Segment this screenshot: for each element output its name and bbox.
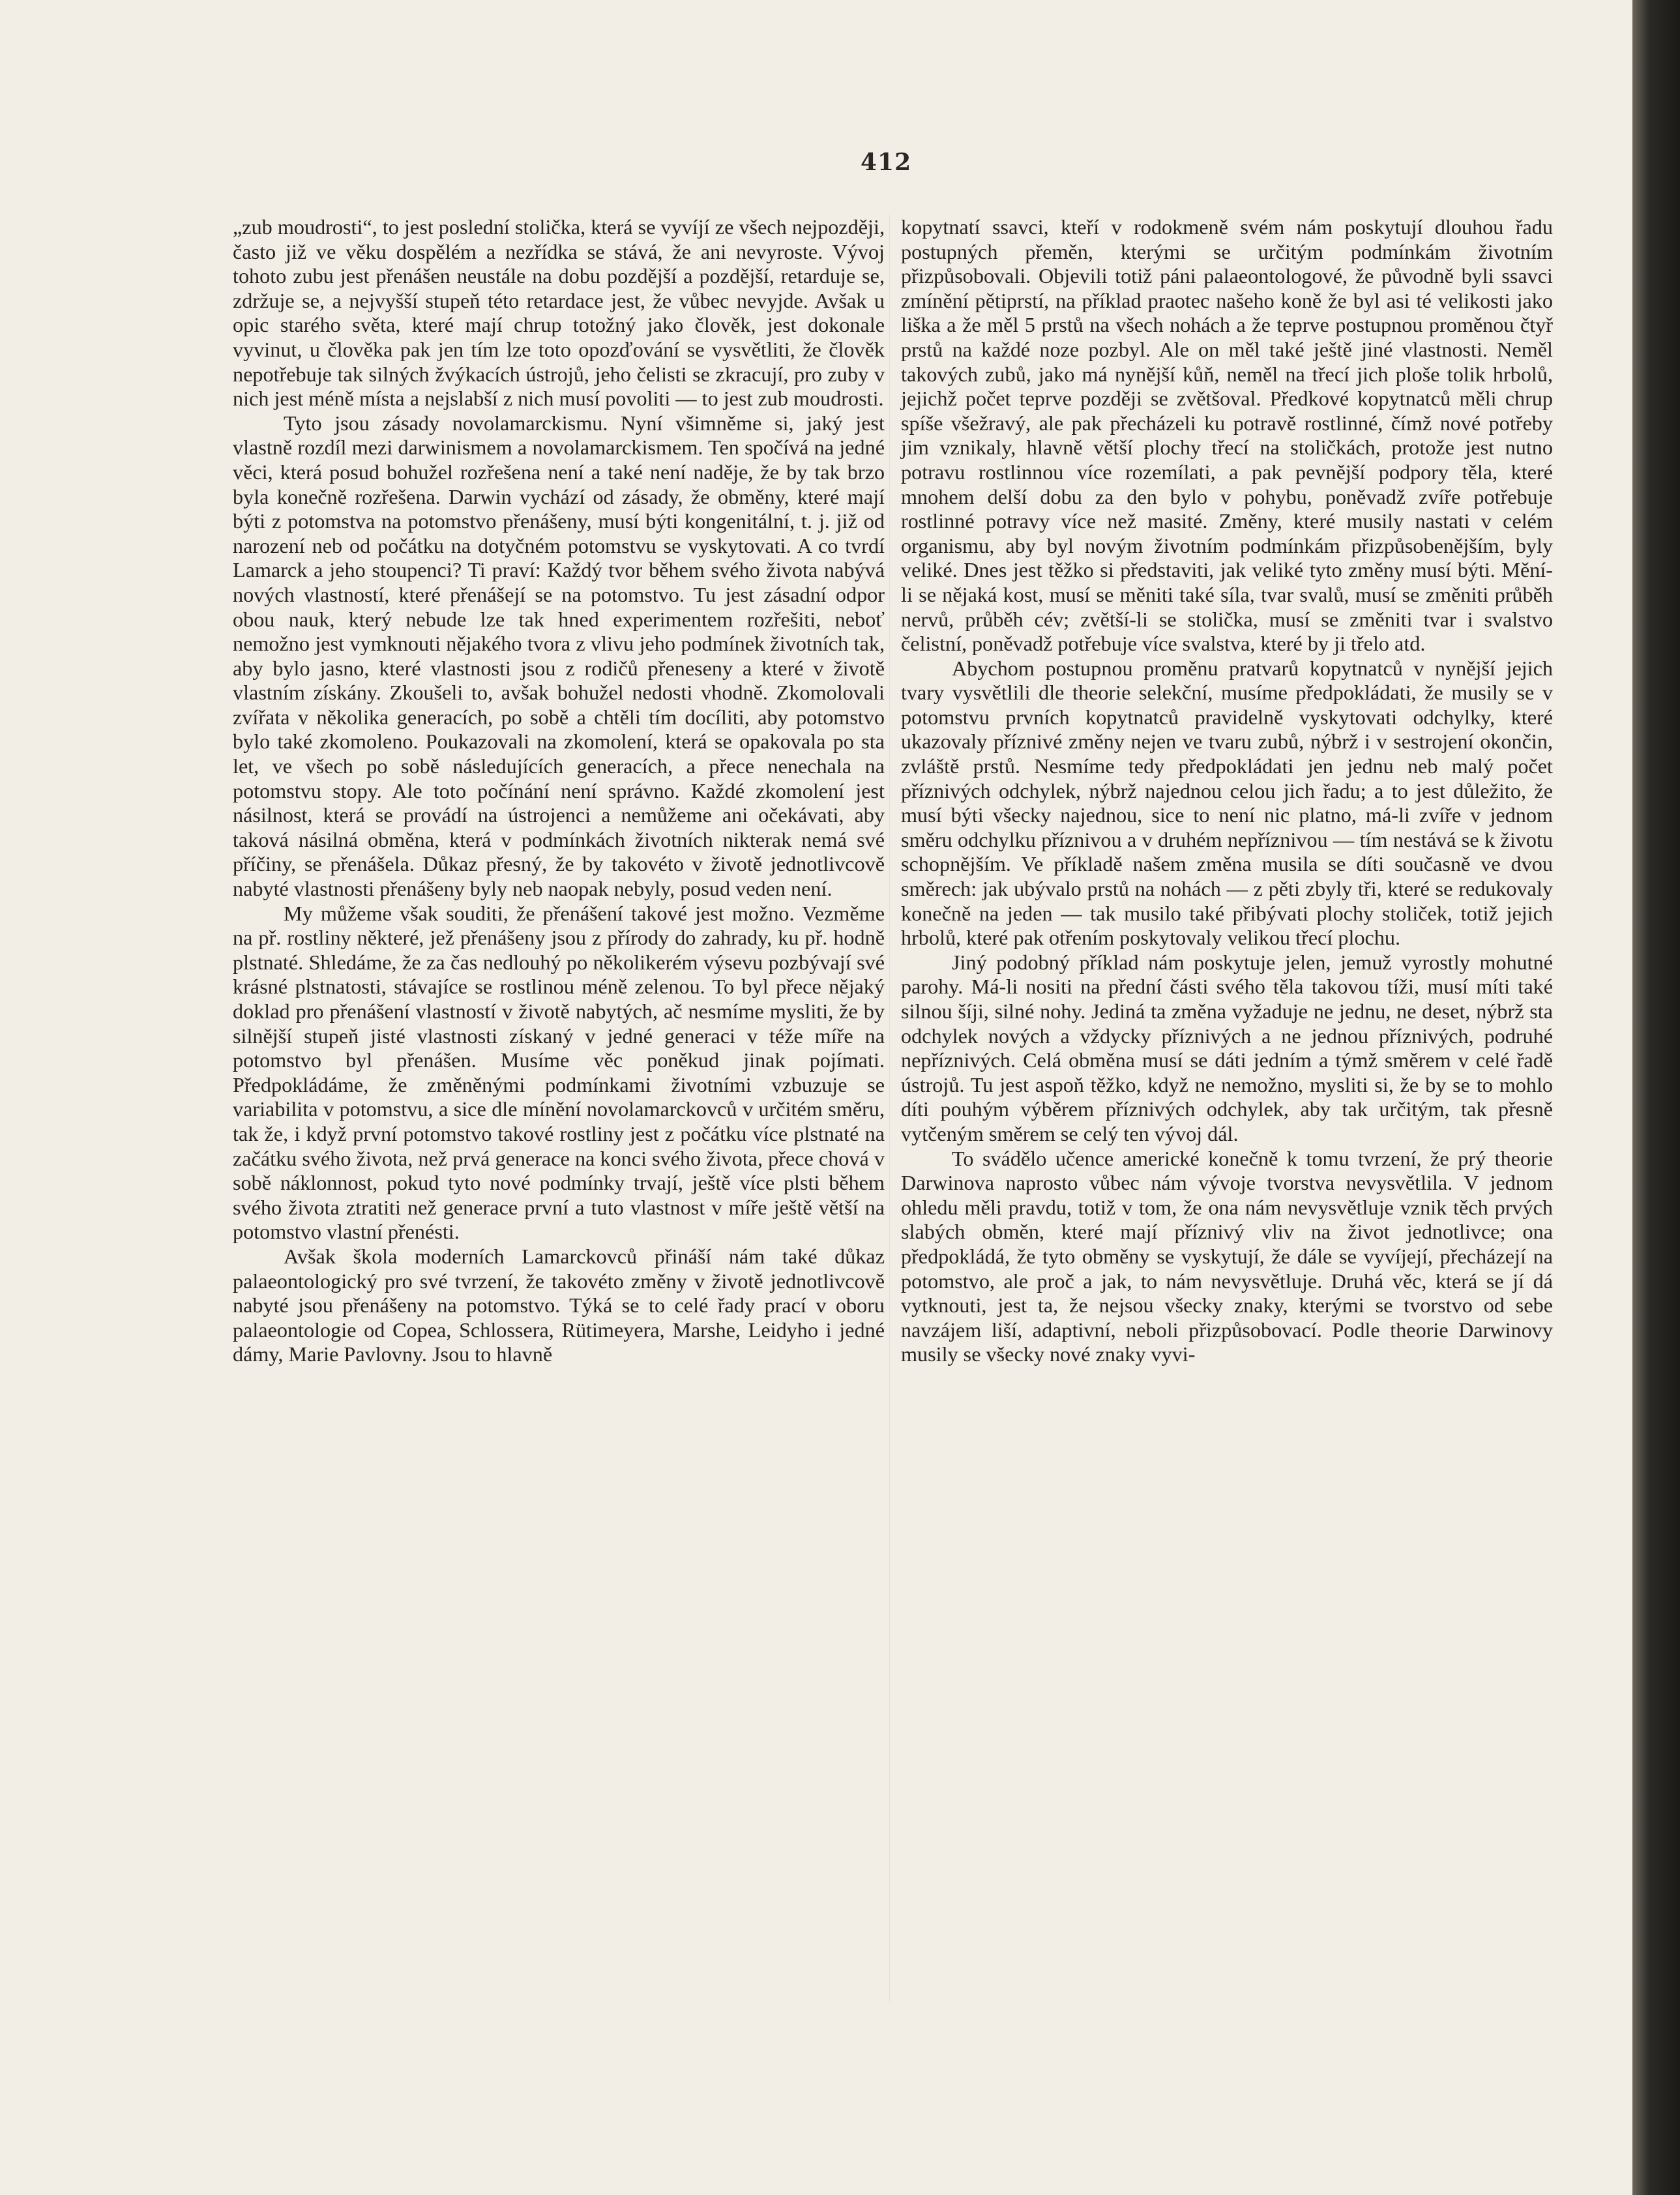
left-paragraph-4: Avšak škola moderních Lamarckovců přináší nám také důkaz palaeontologický pro své tvrzení, že takovéto změny v životě jednotlivcově nabyté jsou přenášeny na potomstvo. Týká se to celé řady prací v oboru palaeontologie od Copea, Schlossera, Rütimeyera, Marshe, Leidyho i jedné dámy, Marie Pavlovny. Jsou to hlavně — [233, 1244, 885, 1366]
right-paragraph-3: Jiný podobný příklad nám poskytuje jelen, jemuž vyrostly mohutné parohy. Má-li nositi na přední části svého těla takovou tíži, musí míti také silnou šíji, silné nohy. Jediná ta změna vyžaduje ne jednu, ne deset, nýbrž sta odchylek nových a vždycky příznivých a ne jednou příznivých, podruhé nepříznivých. Celá obměna musí se dáti jedním a týmž směrem v celé řadě ústrojů. Tu jest aspoň těžko, když ne nemožno, mysliti si, že by se to mohlo díti pouhým výběrem příznivých odchylek, aby tak určitým, tak přesně vytčeným směrem se celý ten vývoj dál. — [901, 950, 1553, 1145]
left-paragraph-3: My můžeme však souditi, že přenášení takové jest možno. Vezměme na př. rostliny některé, jež přenášeny jsou z přírody do zahrady, ku př. hodně plstnaté. Shledáme, že za čas nedlouhý po několikerém výsevu pozbývají své krásné plstnatosti, stávajíce se rostlinou méně zelenou. To byl přece nějaký doklad pro přenášení vlastností v životě nabytých, ač nesmíme mysliti, že by silnější stupeň jisté vlastnosti získaný v jedné generaci v téže míře na potomstvo byl přenášen. Musíme věc poněkud jinak pojímati. Předpokládáme, že změněnými podmínkami životními vzbuzuje se variabilita v potomstvu, a sice dle mínění novolamarckovců v určitém směru, tak že, i když první potomstvo takové rostliny jest z počátku více plstnaté na začátku svého života, než prvá generace na konci svého života, přece chová v sobě náklonnost, pokud tyto nové podmínky trvají, ještě více plsti během svého života ztratiti než generace první a tuto vlastnost v míře ještě větší na potomstvo vlastní přenésti. — [233, 901, 885, 1244]
right-paragraph-1: kopytnatí ssavci, kteří v rodokmeně svém nám poskytují dlouhou řadu postupných přeměn, kterými se určitým podmínkám životním přizpůsobovali. Objevili totiž páni palaeontologové, že původně byli ssavci zmínění pětiprstí, na příklad praotec našeho koně že byl asi té velikosti jako liška a že měl 5 prstů na všech nohách a že teprve postupnou proměnou čtyř prstů na každé noze pozbyl. Ale on měl také ještě jiné vlastnosti. Neměl takových zubů, jako má nynější kůň, neměl na třecí jich ploše tolik hrbolů, jejichž počet teprve později se zvětšoval. Předkové kopytnatců měli chrup spíše všežravý, ale pak přecházeli ku potravě rostlinné, čímž nové potřeby jim vznikaly, hlavně větší plochy třecí na stoličkách, protože jest nutno potravu rostlinnou více rozemílati, a pak pevnější podpory těla, které mnohem delší dobu za den bylo v pohybu, poněvadž zvíře potřebuje rostlinné potravy více než masité. Změny, které musily nastati v celém organismu, aby byl novým životním podmínkám přizpůsobenějším, byly veliké. Dnes jest těžko si představiti, jak veliké tyto změny musí býti. Mění-li se nějaká kost, musí se měniti také síla, tvar svalů, musí se změniti průběh nervů, průběh cév; zvětší-li se stolička, musí se změniti tvar i svalstvo čelistní, poněvadž potřebuje více svalstva, které by ji třelo atd. — [901, 215, 1553, 656]
left-column — [233, 215, 885, 1367]
left-paragraph-2: Tyto jsou zásady novolamarckismu. Nyní všimněme si, jaký jest vlastně rozdíl mezi darwinismem a novolamarckismem. Ten spočívá na jedné věci, která posud bohužel rozřešena není a také není naděje, že by tak brzo byla konečně rozřešena. Darwin vychází od zásady, že obměny, které mají býti z potomstva na potomstvo přenášeny, musí býti kongenitální, t. j. již od narození neb od počátku na dotyčném potomstvu se vyskytovati. A co tvrdí Lamarck a jeho stoupenci? Ti praví: Každý tvor během svého života nabývá nových vlastností, které přenášejí se na potomstvo. Tu jest zásadní odpor obou nauk, který nebude lze tak hned experimentem rozřešiti, neboť nemožno jest vymknouti nějakého tvora z vlivu jeho podmínek životních tak, aby bylo jasno, které vlastnosti jsou z rodičů přeneseny a které v životě vlastním získány. Zkoušeli to, avšak bohužel nedosti vhodně. Zkomolovali zvířata v několika generacích, po sobě a chtěli tím docíliti, aby potomstvo bylo také zkomoleno. Poukazovali na zkomolení, která se opakovala po sta let, ve všech po sobě následujících generacích, a přece nenechala na potomstvu stopy. Ale toto počínání není správno. Každé zkomolení jest násilnost, která se provádí na ústrojenci a nemůžeme ani očekávati, aby taková násilná obměna, která v podmínkách životních nikterak nemá své příčiny, se přenášela. Důkaz přesný, že by takovéto v životě jednotlivcově nabyté vlastnosti přenášeny byly neb naopak nebyly, posud veden není. — [233, 411, 885, 901]
page-number: 412 — [861, 149, 912, 176]
right-column — [901, 215, 1553, 1367]
book-spine-edge — [1632, 0, 1680, 2195]
left-paragraph-1: „zub moudrosti“, to jest poslední stolička, která se vyvíjí ze všech nejpozději, často již ve věku dospělém a nezřídka se stává, že ani nevyroste. Vývoj tohoto zubu jest přenášen neustále na dobu pozdější a pozdější, retarduje se, zdržuje se, a nejvyšší stupeň této retardace jest, že vůbec nevyjde. Avšak u opic starého světa, které mají chrup totožný jako člověk, jest dokonale vyvinut, u člověka pak jen tím lze toto opozďování se vysvětliti, že člověk nepotřebuje tak silných žvýkacích ústrojů, jeho čelisti se zkracují, pro zuby v nich jest méně místa a nejslabší z nich musí povoliti — to jest zub moudrosti. — [233, 215, 885, 411]
column-divider — [889, 215, 890, 2001]
right-paragraph-4: To svádělo učence americké konečně k tomu tvrzení, že prý theorie Darwinova naprosto vůbec nám vývoje tvorstva nevysvětlila. V jednom ohledu měli pravdu, totiž v tom, že ona nám nevysvětluje vznik těch prvých slabých obměn, které mají příznivý vliv na život jednotlivce; ona předpokládá, že tyto obměny se vyskytují, že dále se vyvíjejí, přecházejí na potomstvo, ale proč a jak, to nám nevysvětluje. Druhá věc, která se jí dá vytknouti, jest ta, že nejsou všecky znaky, kterými se tvorstvo od sebe navzájem liší, adaptivní, neboli přizpůsobovací. Podle theorie Darwinovy musily se všecky nové znaky vyvi- — [901, 1146, 1553, 1366]
right-paragraph-2: Abychom postupnou proměnu pratvarů kopytnatců v nynější jejich tvary vysvětlili dle theorie selekční, musíme předpokládati, že musily se v potomstvu prvních kopytnatců pravidelně vyskytovati odchylky, které ukazovaly příznivé změny nejen ve tvaru zubů, nýbrž i v sestrojení okončin, zvláště prstů. Nesmíme tedy předpokládati jen jednu neb malý počet příznivých odchylek, nýbrž najednou celou jich řadu; a to jest důležito, že musí býti všecky najednou, sice to není nic platno, má-li zvíře v jednom směru odchylku příznivou a v druhém nepříznivou — tím nestává se k životu schopnějším. Ve příkladě našem změna musila se díti současně ve dvou směrech: jak ubývalo prstů na nohách — z pěti zbyly tři, které se redukovaly konečně na jeden — tak musilo také přibývati plochy stoliček, totiž jejich hrbolů, které pak otřením poskytovaly velikou třecí plochu. — [901, 656, 1553, 950]
